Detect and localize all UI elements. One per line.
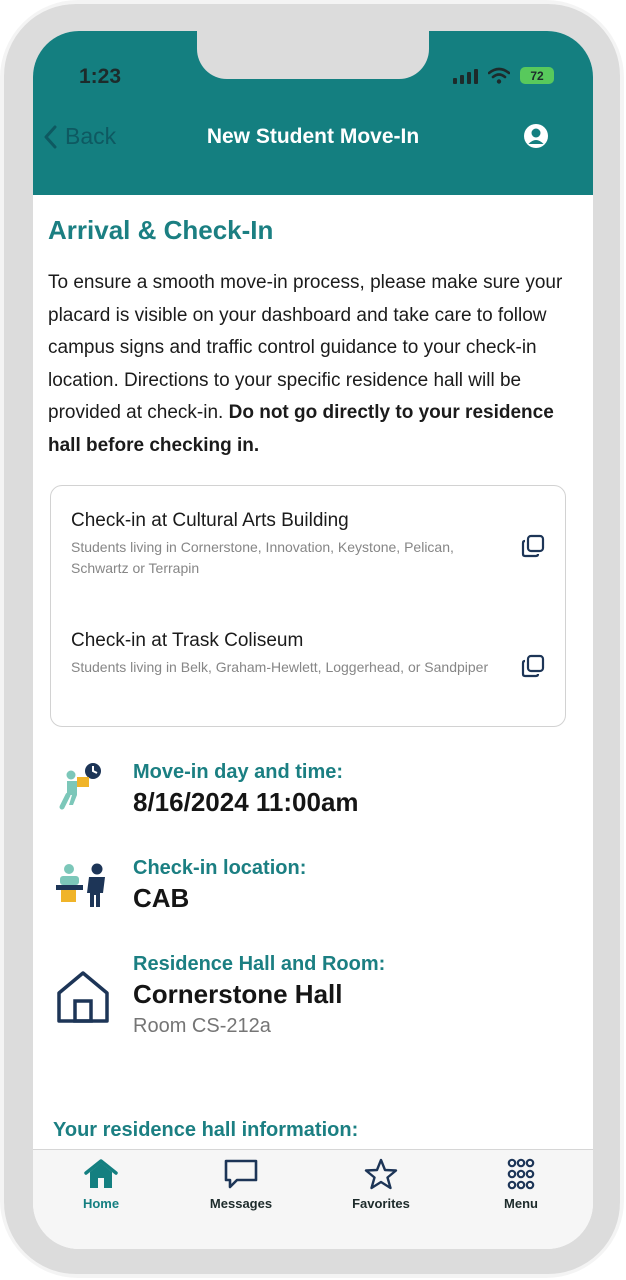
notch bbox=[197, 31, 429, 79]
copy-icon[interactable] bbox=[521, 534, 545, 558]
tab-label: Menu bbox=[504, 1196, 538, 1211]
intro-body: To ensure a smooth move-in process, please make sure your placard is visible on your dashboard and take care to follow campus signs and traffic control guidance to your check-in location. Directions to your specific residence hall will be provided at check-in. bbox=[48, 272, 563, 423]
checkin-option-subtitle: Students living in Belk, Graham-Hewlett, Loggerhead, or Sandpiper bbox=[71, 659, 489, 675]
checkin-desk-icon bbox=[53, 857, 113, 917]
checkin-option bbox=[71, 510, 541, 579]
move-in-label: Move-in day and time: bbox=[133, 761, 344, 783]
page-title: New Student Move-In bbox=[206, 125, 420, 148]
grid-icon bbox=[503, 1158, 539, 1190]
checkin-option-title: Check-in at Trask Coliseum bbox=[71, 630, 304, 651]
checkin-location-value: CAB bbox=[133, 883, 190, 913]
move-in-row bbox=[53, 761, 573, 831]
checkin-location-row bbox=[53, 857, 573, 927]
mover-with-clock-icon bbox=[53, 761, 113, 821]
message-icon bbox=[223, 1158, 259, 1190]
star-icon bbox=[363, 1158, 399, 1190]
tab-bar bbox=[33, 1149, 593, 1249]
copy-icon[interactable] bbox=[521, 654, 545, 678]
status-icons bbox=[453, 67, 554, 84]
checkin-option-subtitle: Students living in Cornerstone, Innovation, Keystone, Pelican, Schwartz or Terrapin bbox=[71, 539, 454, 576]
section-title: Arrival & Check-In bbox=[48, 215, 274, 245]
home-icon bbox=[83, 1158, 119, 1190]
battery-icon: 72 bbox=[520, 67, 554, 84]
tab-label: Favorites bbox=[352, 1196, 410, 1211]
house-icon bbox=[53, 967, 113, 1027]
intro-warning: Do not go directly to your residence hall before checking in. bbox=[48, 402, 554, 456]
tab-menu[interactable] bbox=[461, 1158, 581, 1211]
intro-text bbox=[48, 267, 578, 462]
header-bar bbox=[33, 31, 593, 195]
move-in-value: 8/16/2024 11:00am bbox=[133, 787, 359, 817]
wifi-icon bbox=[488, 67, 510, 84]
status-time: 1:23 bbox=[79, 65, 122, 88]
checkin-option bbox=[71, 630, 541, 678]
checkin-locations-card bbox=[50, 485, 566, 727]
residence-room: Room CS-212a bbox=[133, 1015, 271, 1037]
residence-row bbox=[53, 953, 573, 1053]
tab-label: Messages bbox=[209, 1196, 273, 1211]
signal-icon bbox=[453, 68, 478, 84]
residence-label: Residence Hall and Room: bbox=[133, 953, 386, 975]
residence-hall: Cornerstone Hall bbox=[133, 979, 343, 1009]
tab-messages[interactable] bbox=[181, 1158, 301, 1211]
nav-bar bbox=[33, 117, 593, 161]
checkin-location-label: Check-in location: bbox=[133, 857, 307, 879]
tab-home[interactable] bbox=[41, 1158, 161, 1211]
checkin-option-title: Check-in at Cultural Arts Building bbox=[71, 510, 349, 531]
profile-icon[interactable] bbox=[523, 123, 549, 149]
tab-favorites[interactable] bbox=[321, 1158, 441, 1211]
back-label: Back bbox=[65, 123, 117, 149]
residence-info-heading: Your residence hall information: bbox=[53, 1119, 359, 1141]
phone-screen bbox=[33, 31, 593, 1249]
tab-label: Home bbox=[82, 1196, 120, 1211]
